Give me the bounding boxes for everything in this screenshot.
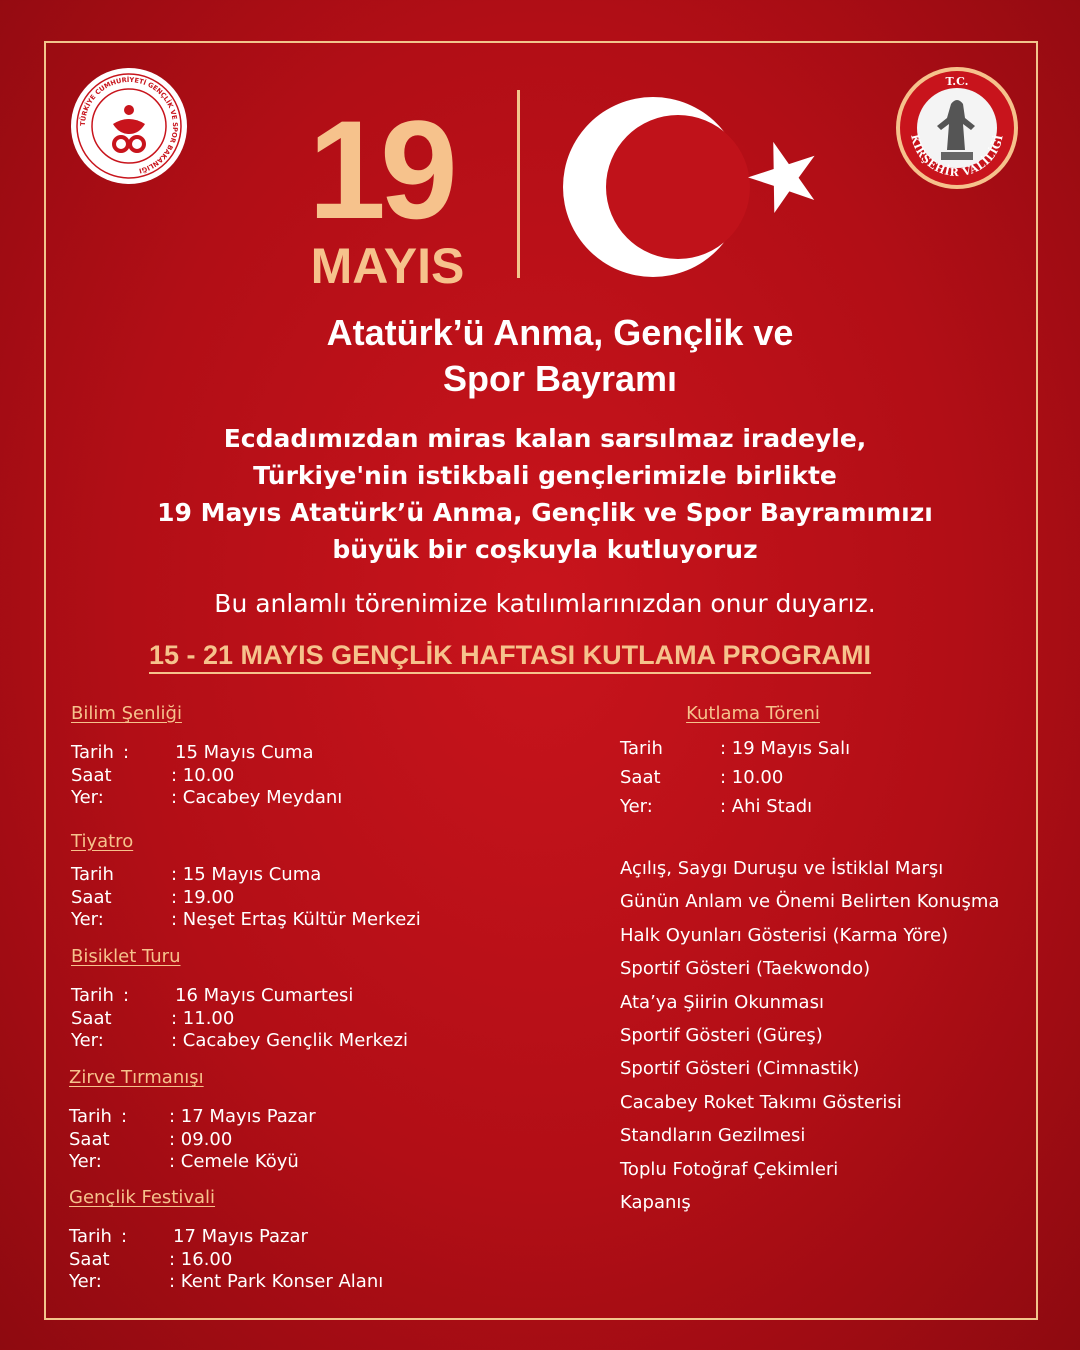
kirsehir-governorship-seal [895,66,1019,190]
message-line: 19 Mayıs Atatürk’ü Anma, Gençlik ve Spor Bayramımızı [157,498,933,527]
place-label: Yer: [71,787,104,808]
date-label: Tarih [69,1106,112,1127]
agenda-item: Günün Anlam ve Önemi Belirten Konuşma [620,891,1000,913]
place-label: Yer: [620,796,653,817]
date-label: Tarih [620,738,663,759]
agenda-item: Kapanış [620,1191,691,1213]
time-value: : 16.00 [169,1248,233,1270]
svg-text:T.C.: T.C. [945,75,969,88]
place-value: : Kent Park Konser Alanı [169,1271,384,1292]
agenda-item: Halk Oyunları Gösterisi (Karma Yöre) [620,924,949,946]
event-bilim-senligi [71,702,343,810]
crescent-and-star-icon [560,90,830,290]
place-label: Yer: [71,1030,104,1051]
agenda-item: Cacabey Roket Takımı Gösterisi [620,1091,902,1113]
message-line: Ecdadımızdan miras kalan sarsılmaz iradeyle, [223,424,867,453]
ministry-of-youth-and-sports-logo [69,66,189,186]
date-label: Tarih [71,985,114,1006]
time-value: : 09.00 [169,1128,233,1150]
svg-text:TÜRKİYE CUMHURİYETİ GENÇLİK VE: TÜRKİYE CUMHURİYETİ GENÇLİK VE SPOR BAKANLIĞI [78,75,180,175]
date-label: Tarih [71,864,114,885]
time-label: Saat [71,764,112,786]
agenda-item: Toplu Fotoğraf Çekimleri [620,1158,839,1180]
event-name: Tiyatro [71,831,134,852]
date-value: 16 Mayıs Cumartesi [175,985,354,1006]
header-divider [517,90,520,278]
date-value: : 15 Mayıs Cuma [171,864,322,885]
time-label: Saat [71,886,112,908]
place-label: Yer: [71,909,104,930]
date-label: Tarih [71,742,114,763]
event-tiyatro [71,830,421,932]
date-value: 15 Mayıs Cuma [175,742,314,763]
program-title: 15 - 21 MAYIS GENÇLİK HAFTASI KUTLAMA PROGRAMI [149,638,871,674]
time-value: : 10.00 [720,767,784,788]
title-line: Atatürk’ü Anma, Gençlik ve [326,312,794,353]
agenda-item: Standların Gezilmesi [620,1125,806,1147]
event-bisiklet-turu [71,945,408,1053]
svg-text:KIRŞEHİR VALİLİĞİ: KIRŞEHİR VALİLİĞİ [908,133,1006,180]
time-value: : 10.00 [171,764,235,786]
label-colon: : [123,985,130,1006]
place-label: Yer: [69,1271,102,1292]
event-zirve-tirmanisi [69,1066,316,1174]
event-name: Zirve Tırmanışı [69,1067,204,1088]
time-label: Saat [620,767,661,788]
place-value: : Cacabey Meydanı [171,787,343,808]
event-name: Bisiklet Turu [71,946,181,967]
date-month: MAYIS [310,238,465,294]
time-label: Saat [69,1128,110,1150]
time-label: Saat [69,1248,110,1270]
honor-line: Bu anlamlı törenimize katılımlarınızdan onur duyarız. [214,589,876,618]
agenda-item: Açılış, Saygı Duruşu ve İstiklal Marşı [620,858,944,879]
place-value: : Cacabey Gençlik Merkezi [171,1030,408,1051]
label-colon: : [121,1226,128,1247]
time-label: Saat [71,1007,112,1029]
event-kutlama-toreni [620,702,1040,821]
date-label: Tarih [69,1226,112,1247]
message-line: Türkiye'nin istikbali gençlerimizle birlikte [253,461,837,490]
date-value: : 17 Mayıs Pazar [169,1106,316,1127]
event-genclik-festivali [69,1186,384,1294]
main-title [0,310,1080,402]
place-value: : Ahi Stadı [720,796,813,817]
date-day: 19 [308,91,452,248]
agenda-item: Sportif Gösteri (Cimnastik) [620,1058,860,1080]
label-colon: : [121,1106,128,1127]
place-label: Yer: [69,1151,102,1172]
place-value: : Neşet Ertaş Kültür Merkezi [171,909,421,930]
time-value: : 19.00 [171,886,235,908]
agenda-item: Sportif Gösteri (Taekwondo) [620,958,871,980]
event-name: Gençlik Festivali [69,1187,216,1208]
celebration-message [0,420,1080,568]
date-value: : 19 Mayıs Salı [720,738,851,759]
time-value: : 11.00 [171,1007,235,1029]
event-name: Kutlama Töreni [686,703,820,724]
agenda-item: Sportif Gösteri (Güreş) [620,1024,823,1046]
label-colon: : [123,742,130,763]
date-value: 17 Mayıs Pazar [173,1226,308,1247]
agenda-item: Ata’ya Şiirin Okunması [620,991,824,1013]
title-line: Spor Bayramı [442,358,678,399]
message-line: büyük bir coşkuyla kutluyoruz [332,535,758,564]
event-name: Bilim Şenliği [71,703,182,724]
ceremony-agenda [620,852,999,1219]
place-value: : Cemele Köyü [169,1151,299,1172]
